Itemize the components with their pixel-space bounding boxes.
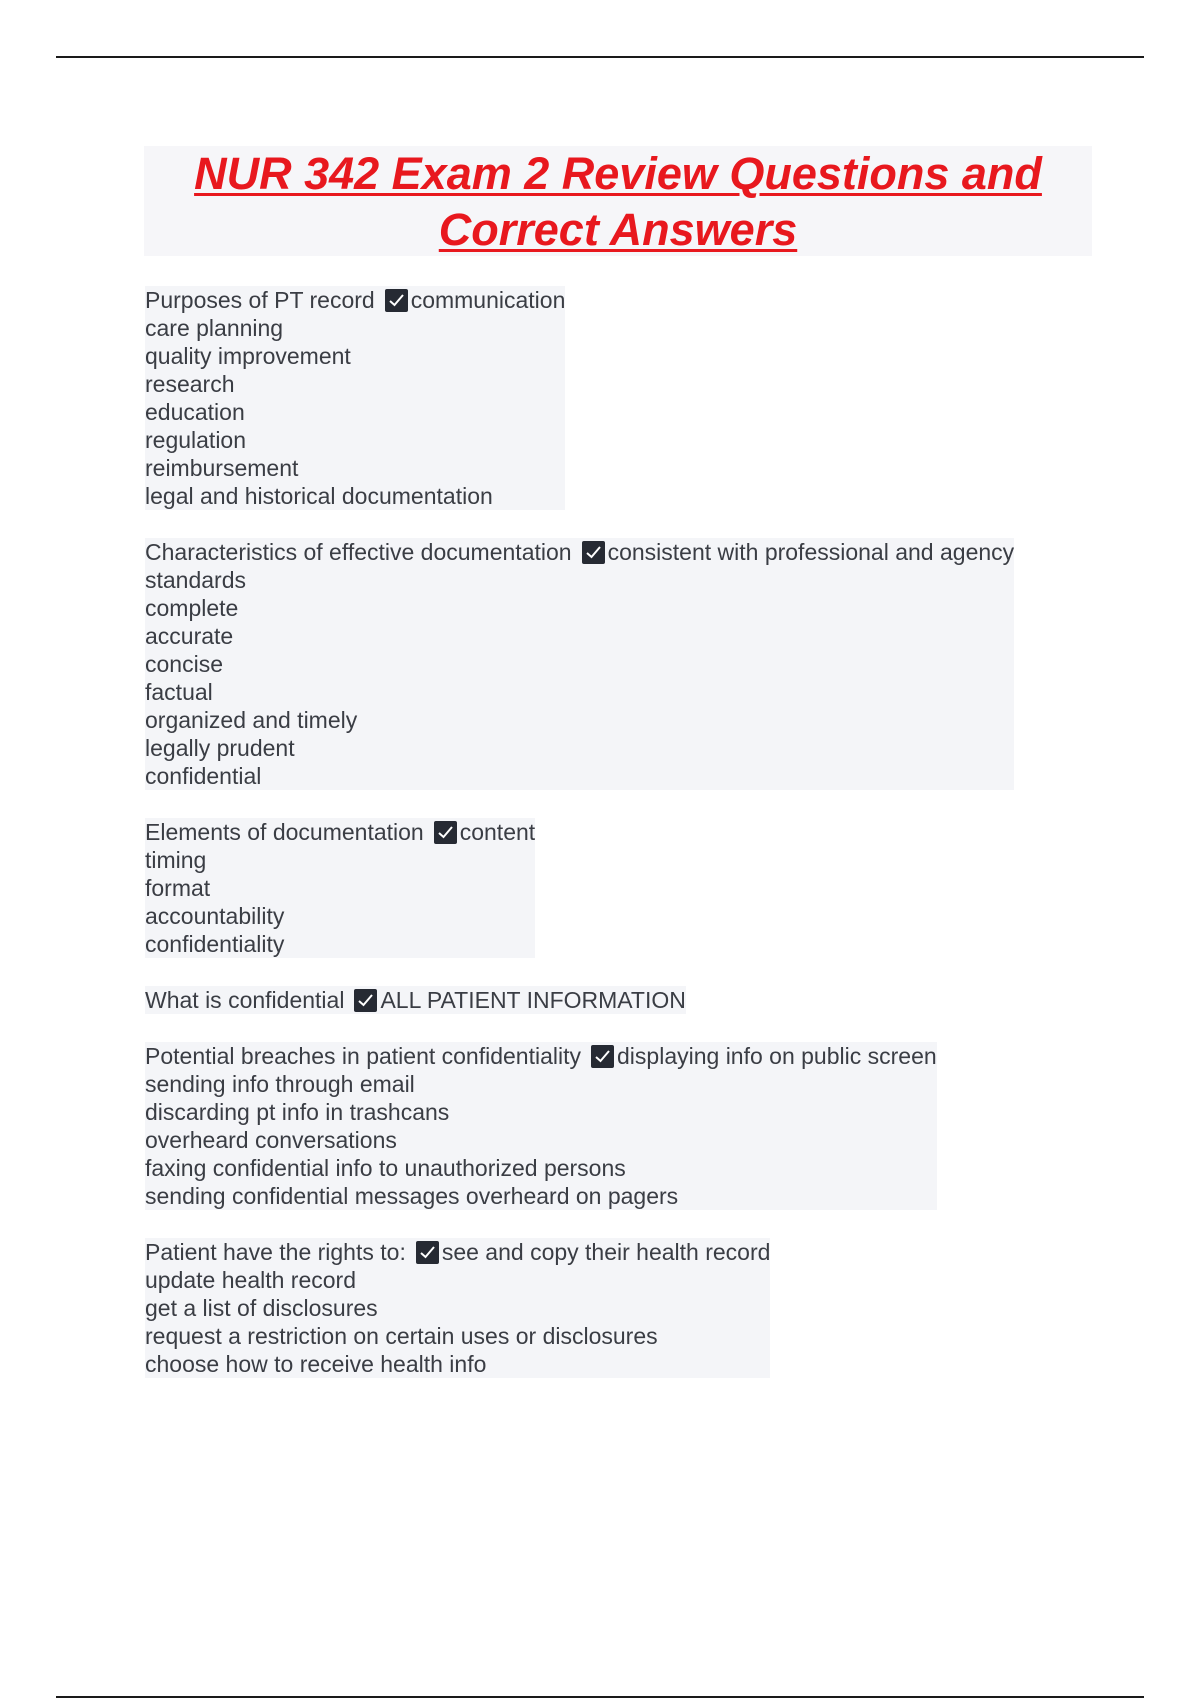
- check-box-icon: [385, 289, 408, 312]
- title-line-1: NUR 342 Exam 2 Review Questions and: [194, 148, 1042, 199]
- check-box-icon: [434, 821, 457, 844]
- qa-first-line: [145, 1042, 937, 1070]
- answer-line: format: [145, 875, 211, 901]
- answer-line: confidentiality: [145, 931, 285, 957]
- answer-line: accountability: [145, 903, 285, 929]
- check-box-icon: [591, 1045, 614, 1068]
- answer-text: ALL PATIENT INFORMATION: [380, 987, 686, 1013]
- answer-line: regulation: [145, 427, 247, 453]
- answer-line: faxing confidential info to unauthorized persons: [145, 1155, 626, 1181]
- qa-content: [145, 286, 1105, 1406]
- answer-line: confidential: [145, 763, 262, 789]
- answer-line: accurate: [145, 623, 234, 649]
- answer-line: care planning: [145, 315, 284, 341]
- check-box-icon: [582, 541, 605, 564]
- answer-text: communication: [410, 287, 566, 313]
- question-text: Elements of documentation: [145, 819, 424, 845]
- answer-line: timing: [145, 847, 207, 873]
- qa-first-line: [145, 286, 565, 314]
- qa-item: [145, 818, 1105, 958]
- answer-line: standards: [145, 567, 247, 593]
- answer-line: organized and timely: [145, 707, 358, 733]
- answer-line: overheard conversations: [145, 1127, 397, 1153]
- answer-line: factual: [145, 679, 213, 705]
- qa-item: [145, 538, 1105, 790]
- answer-line: choose how to receive health info: [145, 1351, 487, 1377]
- question-text: Patient have the rights to:: [145, 1239, 406, 1265]
- answer-line: sending info through email: [145, 1071, 415, 1097]
- answer-text: consistent with professional and agency: [607, 539, 1015, 565]
- qa-first-line: [145, 986, 686, 1014]
- answer-line: complete: [145, 595, 239, 621]
- answer-line: legally prudent: [145, 735, 295, 761]
- answer-line: update health record: [145, 1267, 356, 1293]
- qa-item: [145, 1238, 1105, 1378]
- answer-line: reimbursement: [145, 455, 299, 481]
- qa-item: [145, 286, 1105, 510]
- check-box-icon: [416, 1241, 439, 1264]
- answer-text: content: [459, 819, 536, 845]
- question-text: Potential breaches in patient confidentiality: [145, 1043, 582, 1069]
- qa-first-line: [145, 1238, 770, 1266]
- check-box-icon: [354, 989, 377, 1012]
- qa-first-line: [145, 818, 535, 846]
- bottom-rule: [56, 1696, 1144, 1698]
- answer-line: get a list of disclosures: [145, 1295, 378, 1321]
- answer-line: quality improvement: [145, 343, 351, 369]
- qa-first-line: [145, 538, 1014, 566]
- document-title: [144, 146, 1092, 256]
- answer-line: research: [145, 371, 235, 397]
- answer-line: sending confidential messages overheard on pagers: [145, 1183, 679, 1209]
- answer-line: education: [145, 399, 245, 425]
- answer-line: concise: [145, 651, 223, 677]
- qa-item: [145, 1042, 1105, 1210]
- answer-line: legal and historical documentation: [145, 483, 493, 509]
- answer-line: request a restriction on certain uses or disclosures: [145, 1323, 658, 1349]
- answer-line: discarding pt info in trashcans: [145, 1099, 450, 1125]
- qa-item: [145, 986, 1105, 1014]
- top-rule: [56, 56, 1144, 58]
- question-text: Purposes of PT record: [145, 287, 375, 313]
- answer-text: displaying info on public screen: [617, 1043, 937, 1069]
- title-line-2: Correct Answers: [438, 204, 798, 255]
- answer-text: see and copy their health record: [441, 1239, 771, 1265]
- question-text: Characteristics of effective documentation: [145, 539, 572, 565]
- question-text: What is confidential: [145, 987, 345, 1013]
